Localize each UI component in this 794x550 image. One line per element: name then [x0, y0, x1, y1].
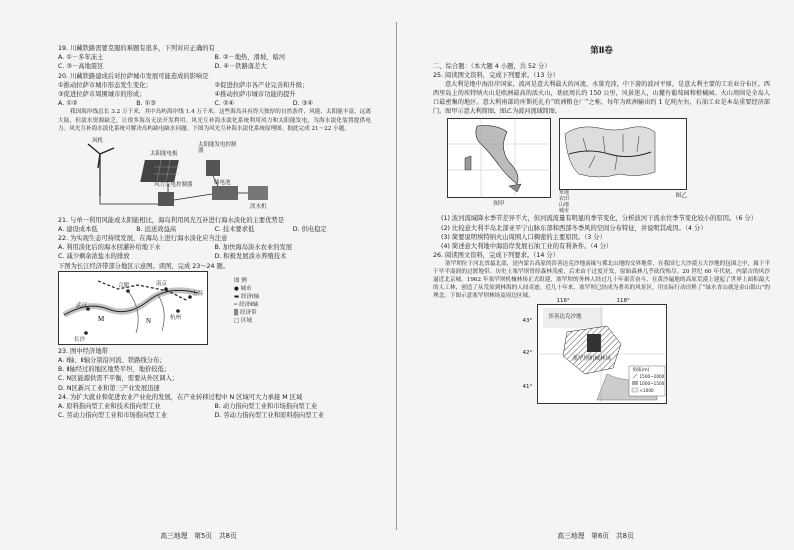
battery-label: 储电池: [214, 179, 231, 186]
q25-sub3: (3) 简要说明埃特纳火山周围人口稠密的主要原因。（3 分）: [441, 233, 606, 241]
wind-solar-diagram-svg: [58, 136, 308, 214]
q25-heading: 25. 阅读图文资料，完成下列要求。（13 分）: [433, 72, 559, 80]
yangtze-map: [58, 271, 371, 347]
map-city-hangzhou: 杭州: [170, 314, 182, 321]
q24-options-row1: [58, 402, 371, 411]
q23-option-d: D. N区新兴工业和第三产业发展迅速: [58, 384, 160, 392]
svg-text:M: M: [98, 314, 105, 323]
q20-items-row2: [58, 90, 371, 99]
q22-options-row2: [58, 252, 371, 261]
map-legend-axis1: ▬ 经济Ⅰ轴: [234, 293, 260, 300]
q24-option-b: B. 动力指向型工业和市场指向型工业: [214, 403, 318, 411]
part-heading: 二、综合题：（本大题 4 小题，共 52 分）: [433, 63, 551, 70]
q22-options-row1: [58, 243, 371, 252]
q19-option-c: C. ③－高地震区: [58, 63, 104, 71]
hunshandake-label: 浑善达克沙地: [548, 314, 582, 321]
solar-panel-label: 太阳能电板: [150, 150, 178, 157]
q21-option-c: C. 技术要求低: [214, 225, 255, 233]
map-legend-title: 图 例: [234, 277, 247, 284]
q23-option-c: C. N区能源供需不平衡，需要从外区调入；: [58, 375, 179, 383]
q22-stem: 22. 为实现生态可持续发展，在海岛上进行海水淡化应当注意: [58, 235, 228, 243]
q24-option-a: A. 原料指向型工业和技术指向型工业: [58, 403, 161, 411]
q21-stem: 21. 与单一利用风能或太阳能相比，海岛利用风光互补进行海水淡化的主要优势是: [58, 216, 285, 224]
map-legend-city: ● 城市: [234, 285, 252, 292]
po-river-map-svg: [559, 118, 687, 190]
q20-item-1: ①推动拉萨市城市形态发生变化；: [58, 81, 152, 89]
lon-label-116: 116°: [556, 298, 570, 305]
lat-label-41: 41°: [522, 384, 533, 391]
q20-option-c: C. ②④: [214, 100, 235, 108]
q22-option-c: C. 减少剩余浓盐水的排放: [58, 253, 130, 261]
intro-21-22: 我国海岸线总长 3.2 万千米，其中岛屿海岸线 1.4 万千米。这些海岛具有得天独厚的自然条件，风能、太阳能丰富，远离大陆，但淡水资源缺乏，让很多海岛无法开发利用。风光互补海水淡化系统利用风力和太阳能发电，为海水淡化装置提供电力。风光互补海水淡化系统可解决岛屿缺电缺水问题。下图为风光互补海水淡化系统原理图。据此完成 21～22 小题。: [58, 109, 371, 133]
map-city-nanjing: 南京: [156, 280, 168, 287]
q23-option-a: A. Ⅰ轴、Ⅱ轴分别沿河流、铁路线分布；: [58, 357, 166, 365]
elevation-legend-title: 海拔(m): [632, 368, 650, 374]
q20-options: [58, 99, 371, 108]
elevation-legend-2: 1000~1500: [639, 381, 665, 387]
lat-label-42: 42°: [522, 350, 533, 357]
q20-item-2: ②促进拉萨市各产业完善和升级；: [214, 81, 309, 89]
map-legend-axis2: ┅ 经济Ⅱ轴: [234, 301, 259, 308]
q24-options-row2: [58, 411, 371, 420]
desalinator-label: 淡水机: [250, 203, 267, 210]
figure-yi: [559, 118, 687, 214]
q24-option-c: C. 劳动力指向型工业和市场指向型工业: [58, 412, 168, 420]
q19-options-row2: [58, 62, 371, 71]
q24-option-d: D. 劳动力指向型工业和原料指向型工业: [214, 412, 325, 420]
q19-option-d: D. ④－铁路落差大: [214, 63, 267, 71]
q19-option-a: A. ①－多年冻土: [58, 54, 104, 62]
map-legend-belt: ▒ 经济带: [234, 309, 257, 316]
q23-option-b: B. Ⅱ轴经过的地区地势平坦、地价较低；: [58, 366, 171, 374]
q25-sub4: (4) 简述意大利地中海沿岸发展石油工业的有利条件。（4 分）: [441, 243, 613, 251]
q26-passage: 塞罕坝位于河北省最北部，是内蒙古高原的浑善达克沙地南缘与冀北山地的交界地带，在我国七大沙漠五大沙地的包围之中，属于半干旱半湿润的过渡地带。历史上塞罕坝曾经森林茂密，后来由于过度开发，原始森林几乎砍伐殆尽。20 世纪 60 年代初，内蒙古的风沙逼近北京城。1962 年塞罕坝机械林场正式组建，塞罕坝的务林人经过几十年艰苦奋斗，在黄沙遍地的高原荒漠上建起了世界上面积最大的人工林，创造了从荒原到林海的人间奇迹。近几十年来，塞罕坝已经成为著名的风景区，用实际行动诠释了“绿水青山就是金山银山”的理念。下图示意塞罕坝林场及周边区域。: [433, 261, 770, 300]
saihanba-map: [522, 298, 667, 408]
q19-option-b: B. ②－地热、滑坡、暗河: [214, 54, 286, 62]
wind-solar-diagram: [58, 136, 371, 214]
q22-option-d: D. 积极发展淡水养殖技术: [214, 253, 287, 261]
q21-option-d: D. 供电稳定: [292, 225, 327, 233]
section-title: 第Ⅱ卷: [590, 46, 613, 56]
q26-heading: 26. 阅读图文资料，完成下列要求。（14 分）: [433, 252, 559, 260]
q20-option-d: D. ③④: [292, 100, 313, 108]
elevation-legend-3: <1000: [639, 388, 654, 394]
figure-jia: [447, 118, 551, 214]
q22-option-a: A. 利用淡化后的海水回灌补给地下水: [58, 244, 161, 252]
q23-stem: 23. 图中经济地带: [58, 347, 108, 355]
q21-option-a: A. 建设成本低: [58, 225, 98, 233]
lat-label-43: 43°: [522, 318, 533, 325]
q20-option-a: A. ①②: [58, 100, 78, 108]
map-legend: [234, 277, 259, 325]
map-city-changsha: 长沙: [74, 336, 86, 343]
map-city-hefei: 合肥: [118, 282, 130, 289]
q20-items-row1: [58, 81, 371, 90]
wind-controller-label: 风力发电控制器: [154, 181, 193, 188]
q20-stem: 20. 川藏铁路建成后对拉萨城市发展可能造成的影响是: [58, 72, 209, 80]
svg-text:N: N: [146, 316, 152, 325]
left-page-footer: 高三地理 第5页 共8页: [160, 532, 237, 540]
figure-yi-legend: 草地 农田 山地 城市: [559, 190, 570, 215]
q24-stem: 24. 为扩大就业和促进农业产业化的发展，在产业转移过程中 N 区域可大力承接 M 区域: [58, 393, 303, 401]
elevation-legend-1: 1500~2000: [639, 374, 665, 380]
q25-sub2: (2) 比较意大利半岛北部亚平宁山脉东部和西部冬季风的空间分布特征，并说明其成因。（4 分）: [441, 224, 707, 232]
q21-option-b: B. 远送效益高: [136, 225, 177, 233]
right-page-footer: 高三地理 第6页 共8页: [557, 532, 634, 540]
italy-map-svg: [447, 118, 551, 198]
figure-jia-caption: 图甲: [493, 201, 505, 208]
q19-options-row1: [58, 53, 371, 62]
right-page: [397, 0, 794, 550]
q25-passage: 意大利是地中海沿岸国家，波河是意大利最大的河流，水量充沛，中下游的波河平原，是意大利主要的工农业分布区。西西里岛上的埃特纳火山是欧洲最高的活火山，基底周长约 150 公里，风景迷人，山麓有葡萄园和柑橘园。火山周围是全岛人口最密集的地区。意大利南部的库斯托扎有“欧洲粮仓厂”之称，每年为欧洲输出约 1 亿吨左右，石油工业是本岛重要经济部门。图甲示意大利简图，图乙为波河流域简图。: [433, 81, 770, 116]
wind-turbine-label: 风机: [92, 137, 104, 144]
solar-controller-label: 太阳能发电控制器: [198, 141, 237, 154]
figure-yi-caption: 图乙: [675, 193, 687, 200]
saihanba-label: 塞罕坝机械林场: [572, 356, 612, 363]
q19-stem: 19. 川藏铁路需要克服的难题有很多，下列对应正确的有: [58, 45, 215, 52]
q20-option-b: B. ①③: [136, 100, 156, 108]
q25-figures: [447, 118, 770, 214]
lon-label-118: 118°: [616, 298, 630, 305]
q21-options: [58, 225, 371, 234]
map-legend-region: □ 区域: [234, 317, 252, 324]
q22-option-b: B. 加快海岛淡水农业的发展: [214, 244, 293, 252]
intro-23-24: 下图为长江经济带部分地区示意图。读图，完成 23～24 题。: [58, 262, 230, 270]
map-city-wuhan: 武汉: [76, 302, 88, 309]
q25-sub1: (1) 波河流域降水季节差异不大，但河流流量有明显的季节变化，分析波河干流水位季节变化较小的原因。（6 分）: [441, 215, 758, 223]
q20-item-4: ④推动拉萨市城市功能的提升: [214, 91, 296, 99]
map-city-shanghai: 上海: [192, 290, 204, 297]
q20-item-3: ③促进拉萨市周围城市的形成；: [58, 91, 146, 99]
